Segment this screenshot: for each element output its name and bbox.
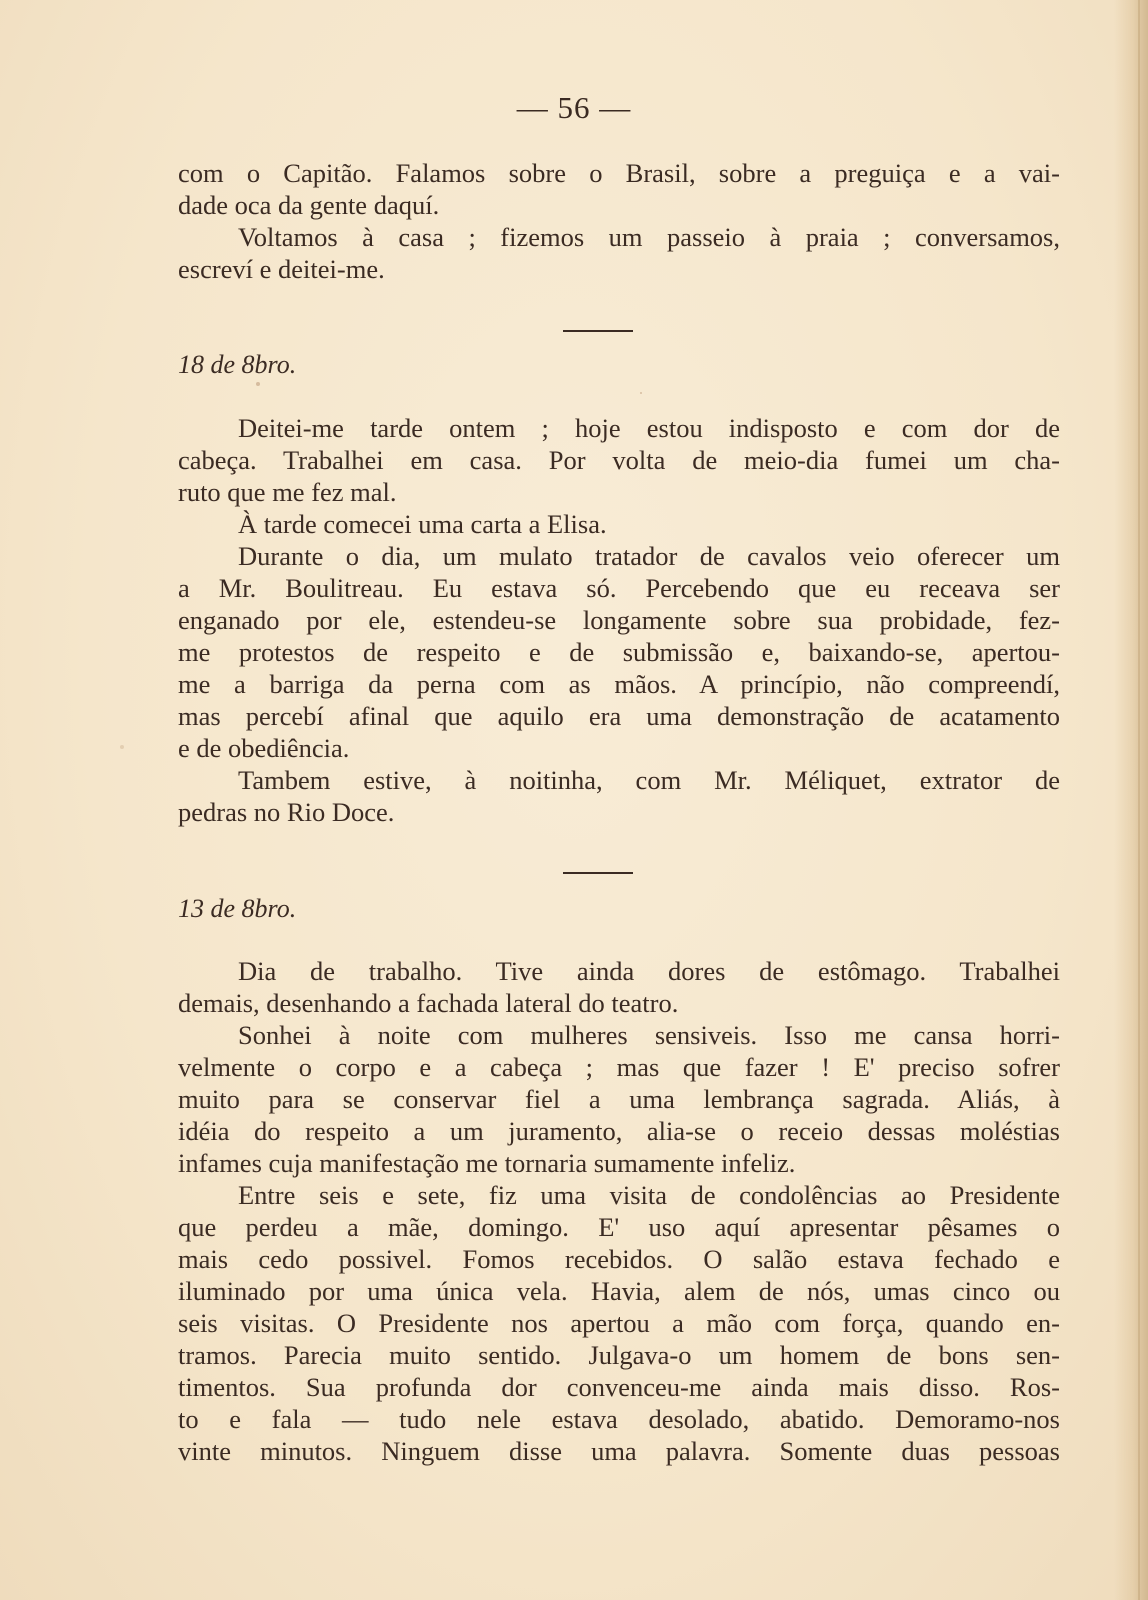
entry-date-heading: 18 de 8bro. [178,350,297,379]
paper-speck [640,392,642,394]
text-line: vinte minutos. Ninguem disse uma palavra. Somente duas pessoas [178,1436,1060,1466]
text-line: Sonhei à noite com mulheres sensiveis. Isso me cansa horri- [238,1020,1060,1050]
page-edge-line [1138,0,1140,1600]
text-line: muito para se conservar fiel a uma lembrança sagrada. Aliás, à [178,1084,1060,1114]
text-line: Durante o dia, um mulato tratador de cavalos veio oferecer um [238,541,1060,571]
text-line: que perdeu a mãe, domingo. E' uso aquí apresentar pêsames o [178,1212,1060,1242]
page-number: — 56 — [516,90,632,125]
text-line: a Mr. Boulitreau. Eu estava só. Percebendo que eu receava ser [178,573,1060,603]
entry-date-heading: 13 de 8bro. [178,894,297,923]
page-edge-shadow [1114,0,1148,1600]
text-line: À tarde comecei uma carta a Elisa. [238,509,607,539]
text-line: escreví e deitei-me. [178,254,385,284]
diary-entry-body [178,412,1060,828]
paper-speck [120,745,124,749]
text-line: idéia do respeito a um juramento, alia-se o receio dessas moléstias [178,1116,1060,1146]
text-line: Voltamos à casa ; fizemos um passeio à praia ; conversamos, [238,222,1060,252]
section-divider [563,330,633,332]
text-line: iluminado por uma única vela. Havia, alem de nós, umas cinco ou [178,1276,1060,1306]
text-line: to e fala — tudo nele estava desolado, abatido. Demoramo-nos [178,1404,1060,1434]
paper-speck [256,382,260,386]
text-line: enganado por ele, estendeu-se longamente sobre sua probidade, fez- [178,605,1060,635]
text-line: mais cedo possivel. Fomos recebidos. O salão estava fechado e [178,1244,1060,1274]
text-line: ruto que me fez mal. [178,477,397,507]
text-line: demais, desenhando a fachada lateral do teatro. [178,988,679,1018]
text-line: me a barriga da perna com as mãos. A princípio, não compreendí, [178,669,1060,699]
text-line: cabeça. Trabalhei em casa. Por volta de meio-dia fumei um cha- [178,445,1060,475]
text-line: Deitei-me tarde ontem ; hoje estou indisposto e com dor de [238,413,1060,443]
text-line: velmente o corpo e a cabeça ; mas que fazer ! E' preciso sofrer [178,1052,1060,1082]
diary-entry-body [178,955,1060,1467]
section-divider [563,872,633,874]
text-line: Dia de trabalho. Tive ainda dores de estômago. Trabalhei [238,956,1060,986]
paragraph-continuation [178,157,1060,285]
text-line: mas percebí afinal que aquilo era uma demonstração de acatamento [178,701,1060,731]
text-line: Tambem estive, à noitinha, com Mr. Méliquet, extrator de [238,765,1060,795]
text-line: e de obediência. [178,733,350,763]
text-line: timentos. Sua profunda dor convenceu-me ainda mais disso. Ros- [178,1372,1060,1402]
text-line: seis visitas. O Presidente nos apertou a mão com força, quando en- [178,1308,1060,1338]
text-line: tramos. Parecia muito sentido. Julgava-o um homem de bons sen- [178,1340,1060,1370]
text-line: com o Capitão. Falamos sobre o Brasil, sobre a preguiça e a vai- [178,158,1060,188]
text-line: dade oca da gente daquí. [178,190,440,220]
text-line: me protestos de respeito e de submissão e, baixando-se, apertou- [178,637,1060,667]
text-line: pedras no Rio Doce. [178,797,395,827]
text-line: infames cuja manifestação me tornaria sumamente infeliz. [178,1148,796,1178]
text-line: Entre seis e sete, fiz uma visita de condolências ao Presidente [238,1180,1060,1210]
